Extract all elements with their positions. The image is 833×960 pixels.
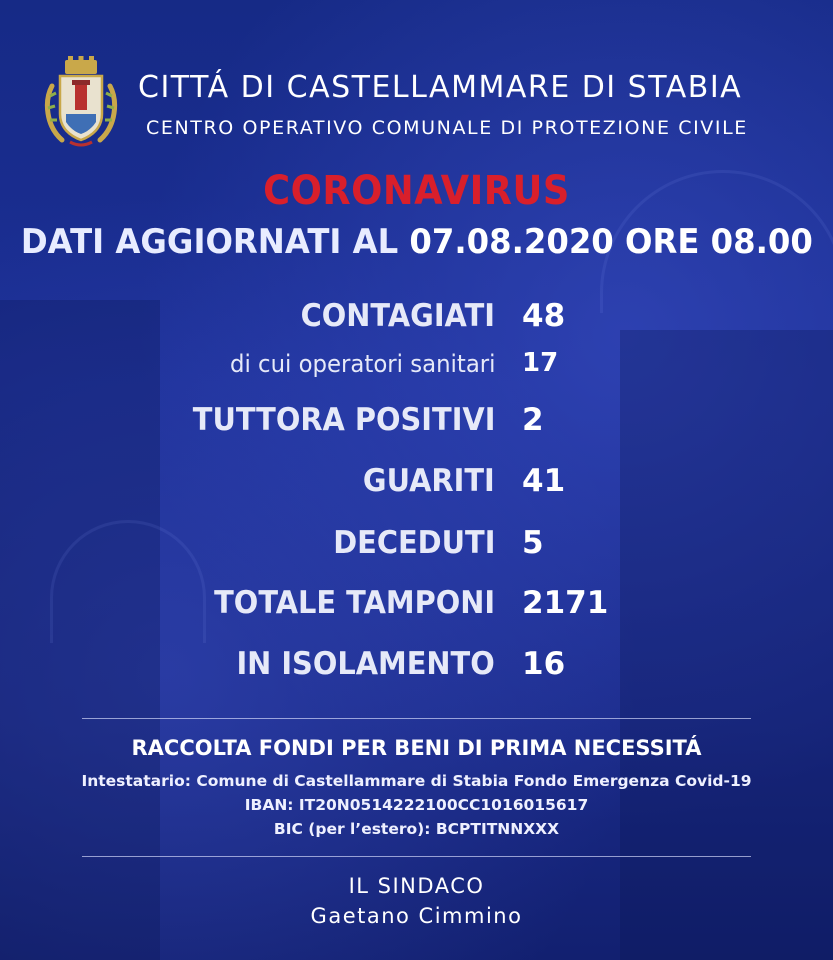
stat-value: 41 [522, 463, 566, 499]
stat-label: TUTTORA POSITIVI [192, 402, 495, 438]
stat-operatori-sanitari [0, 344, 833, 394]
fundraising-holder: Intestatario: Comune di Castellammare di Stabia Fondo Emergenza Covid-19 [81, 772, 752, 790]
stat-value: 48 [522, 298, 566, 334]
stat-guariti [0, 463, 833, 513]
stat-label: GUARITI [363, 463, 495, 499]
stat-label: di cui operatori sanitari [229, 350, 495, 378]
stat-value: 17 [522, 348, 559, 378]
fundraising-bic: BIC (per l’estero): BCPTITNNXXX [273, 820, 560, 838]
stat-label: CONTAGIATI [300, 298, 495, 334]
stat-value: 5 [522, 525, 544, 561]
stat-label: TOTALE TAMPONI [214, 585, 495, 621]
department-subtitle: CENTRO OPERATIVO COMUNALE DI PROTEZIONE CIVILE [146, 117, 748, 139]
stat-totale-tamponi [0, 585, 833, 635]
update-prefix: DATI AGGIORNATI AL [20, 222, 410, 262]
divider-bottom [82, 856, 751, 857]
update-datetime: 07.08.2020 ORE 08.00 [409, 222, 813, 262]
signature-name: Gaetano Cimmino [310, 904, 523, 928]
city-title: CITTÁ DI CASTELLAMMARE DI STABIA [138, 70, 743, 105]
stat-label: DECEDUTI [332, 525, 495, 561]
stat-contagiati [0, 298, 833, 348]
stat-label: IN ISOLAMENTO [236, 646, 495, 682]
divider-top [82, 718, 751, 719]
stat-value: 16 [522, 646, 566, 682]
stat-value: 2171 [522, 585, 609, 621]
stat-in-isolamento [0, 646, 833, 696]
signature-role: IL SINDACO [348, 874, 485, 898]
fundraising-title: RACCOLTA FONDI PER BENI DI PRIMA NECESSITÁ [131, 736, 702, 760]
fundraising-iban: IBAN: IT20N0514222100CC1016015617 [244, 796, 589, 814]
stat-value: 2 [522, 402, 544, 438]
coronavirus-heading: CORONAVIRUS [263, 168, 570, 214]
stat-tuttora-positivi [0, 402, 833, 452]
city-coat-of-arms-icon [42, 56, 120, 148]
stat-deceduti [0, 525, 833, 575]
update-line [21, 222, 812, 262]
